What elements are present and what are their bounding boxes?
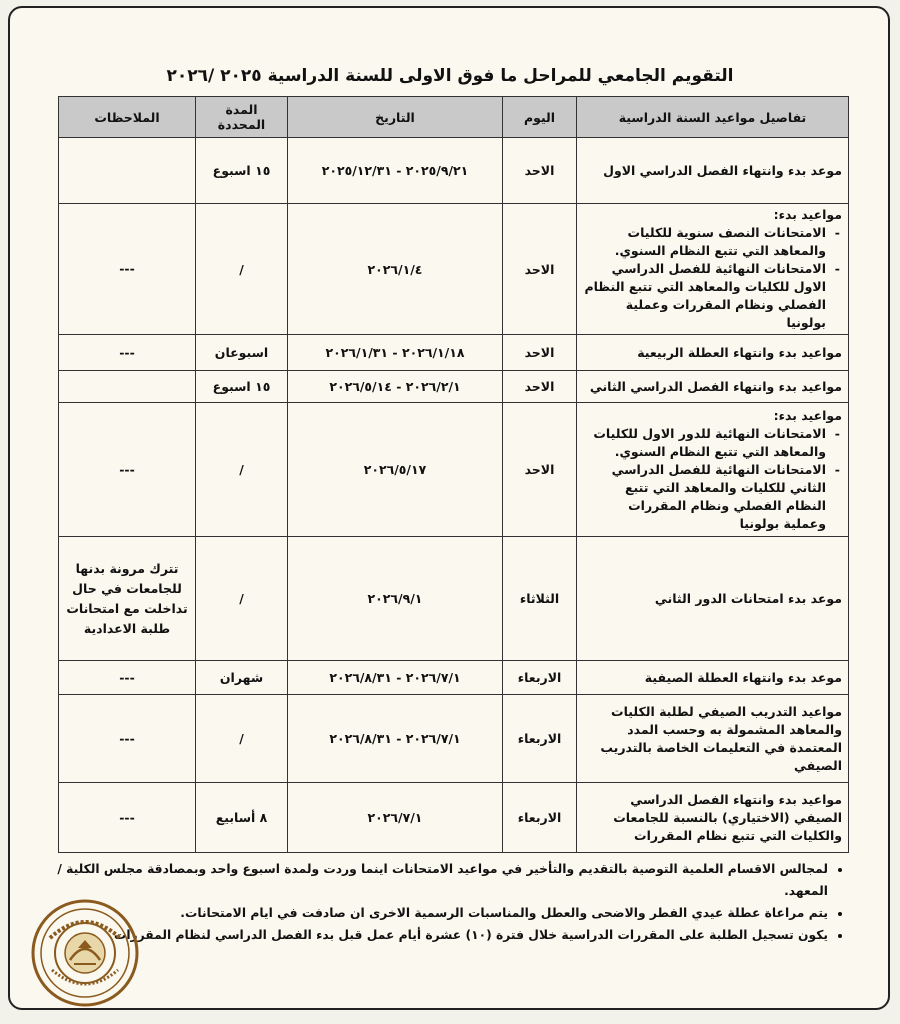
footnote-item: • يتم مراعاة عطلة عيدي الفطر والاضحى والعطل والمناسبات الرسمية الاخرى ان صادفت في ايام الامتحانات.	[50, 902, 828, 924]
row-details: مواعيد بدء وانتهاء الفصل الدراسي الثاني	[577, 371, 849, 403]
list-item: - الامتحانات النهائية للفصل الدراسي الاول للكليات والمعاهد التي تتبع النظام الفصلي ونظام المقررات وعملية بولونيا	[583, 260, 842, 332]
row-notes: ---	[59, 204, 196, 335]
table-row	[59, 204, 849, 335]
row-day: الاربعاء	[503, 661, 577, 695]
header-date: التاريخ	[288, 97, 503, 138]
row-details	[577, 204, 849, 335]
table-row	[59, 335, 849, 371]
row-day: الاربعاء	[503, 695, 577, 783]
row-notes: ---	[59, 403, 196, 537]
row-date: ٢٠٢٦/٧/١	[288, 783, 503, 853]
table-row	[59, 403, 849, 537]
row-duration: ١٥ اسبوع	[196, 138, 288, 204]
row-details: مواعيد بدء وانتهاء العطلة الربيعية	[577, 335, 849, 371]
row-notes	[59, 138, 196, 204]
footnote-item: • لمجالس الاقسام العلمية التوصية بالتقديم والتأخير في مواعيد الامتحانات اينما وردت ولمدة اسبوع واحد وبمصادقة مجلس الكلية / المعهد.	[50, 858, 828, 902]
row-day: الاحد	[503, 204, 577, 335]
calendar-table	[58, 96, 849, 853]
details-title: مواعيد بدء:	[773, 207, 842, 222]
row-duration: /	[196, 695, 288, 783]
row-day: الاحد	[503, 403, 577, 537]
row-day: الاحد	[503, 335, 577, 371]
row-day: الثلاثاء	[503, 537, 577, 661]
row-date: ٢٠٢٦/١/١٨ - ٢٠٢٦/١/٣١	[288, 335, 503, 371]
row-day: الاربعاء	[503, 783, 577, 853]
row-details: موعد بدء امتحانات الدور الثاني	[577, 537, 849, 661]
row-notes: ---	[59, 695, 196, 783]
footnotes	[50, 858, 850, 946]
header-notes: الملاحظات	[59, 97, 196, 138]
table-row	[59, 695, 849, 783]
details-title: مواعيد بدء:	[773, 407, 842, 423]
row-notes	[59, 371, 196, 403]
row-duration: شهران	[196, 661, 288, 695]
list-item: - الامتحانات النهائية للفصل الدراسي الثاني للكليات والمعاهد التي تتبع النظام الفصلي ونظام المقررات وعملية بولونيا	[583, 461, 842, 533]
row-details: موعد بدء وانتهاء الفصل الدراسي الاول	[577, 138, 849, 204]
row-duration: /	[196, 204, 288, 335]
row-day: الاحد	[503, 371, 577, 403]
row-details: موعد بدء وانتهاء العطلة الصيفية	[577, 661, 849, 695]
row-date: ٢٠٢٦/٧/١ - ٢٠٢٦/٨/٣١	[288, 695, 503, 783]
table-row	[59, 783, 849, 853]
row-date: ٢٠٢٥/٩/٢١ - ٢٠٢٥/١٢/٣١	[288, 138, 503, 204]
row-date: ٢٠٢٦/٢/١ - ٢٠٢٦/٥/١٤	[288, 371, 503, 403]
row-date: ٢٠٢٦/٩/١	[288, 537, 503, 661]
table-row	[59, 138, 849, 204]
table-row	[59, 537, 849, 661]
page-title: التقويم الجامعي للمراحل ما فوق الاولى للسنة الدراسية ٢٠٢٥ /٢٠٢٦	[166, 66, 734, 86]
row-details: مواعيد بدء وانتهاء الفصل الدراسي الصيفي (الاختياري) بالنسبة للجامعات والكليات التي تتبع نظام المقررات	[577, 783, 849, 853]
header-details: تفاصيل مواعيد السنة الدراسية	[577, 97, 849, 138]
header-day: اليوم	[503, 97, 577, 138]
list-item: - الامتحانات النصف سنوية للكليات والمعاهد التي تتبع النظام السنوي.	[583, 224, 842, 260]
row-notes: ---	[59, 783, 196, 853]
table-header-row	[59, 97, 849, 138]
row-date: ٢٠٢٦/٥/١٧	[288, 403, 503, 537]
footnote-item: • يكون تسجيل الطلبة على المقررات الدراسية خلال فترة (١٠) عشرة أيام عمل قبل بدء الفصل الدراسي لنظام المقررات	[50, 924, 828, 946]
row-duration: اسبوعان	[196, 335, 288, 371]
row-duration: /	[196, 403, 288, 537]
table-row	[59, 661, 849, 695]
details-list	[583, 224, 842, 332]
row-notes: ---	[59, 661, 196, 695]
row-notes: ---	[59, 335, 196, 371]
header-duration: المدة المحددة	[196, 97, 288, 138]
table-row	[59, 371, 849, 403]
ministry-seal-icon	[30, 898, 140, 1008]
row-notes: تترك مرونة بدنها للجامعات في حال تداخلت مع امتحانات طلبة الاعدادية	[59, 537, 196, 661]
list-item: - الامتحانات النهائية للدور الاول للكليات والمعاهد التي تتبع النظام السنوي.	[583, 425, 842, 461]
row-date: ٢٠٢٦/١/٤	[288, 204, 503, 335]
row-day: الاحد	[503, 138, 577, 204]
row-duration: ١٥ اسبوع	[196, 371, 288, 403]
row-date: ٢٠٢٦/٧/١ - ٢٠٢٦/٨/٣١	[288, 661, 503, 695]
row-duration: ٨ أسابيع	[196, 783, 288, 853]
row-details: مواعيد التدريب الصيفي لطلبة الكليات والمعاهد المشمولة به وحسب المدد المعتمدة في التعليمات الخاصة بالتدريب الصيفي	[577, 695, 849, 783]
details-list	[583, 425, 842, 533]
row-duration: /	[196, 537, 288, 661]
row-details	[577, 403, 849, 537]
